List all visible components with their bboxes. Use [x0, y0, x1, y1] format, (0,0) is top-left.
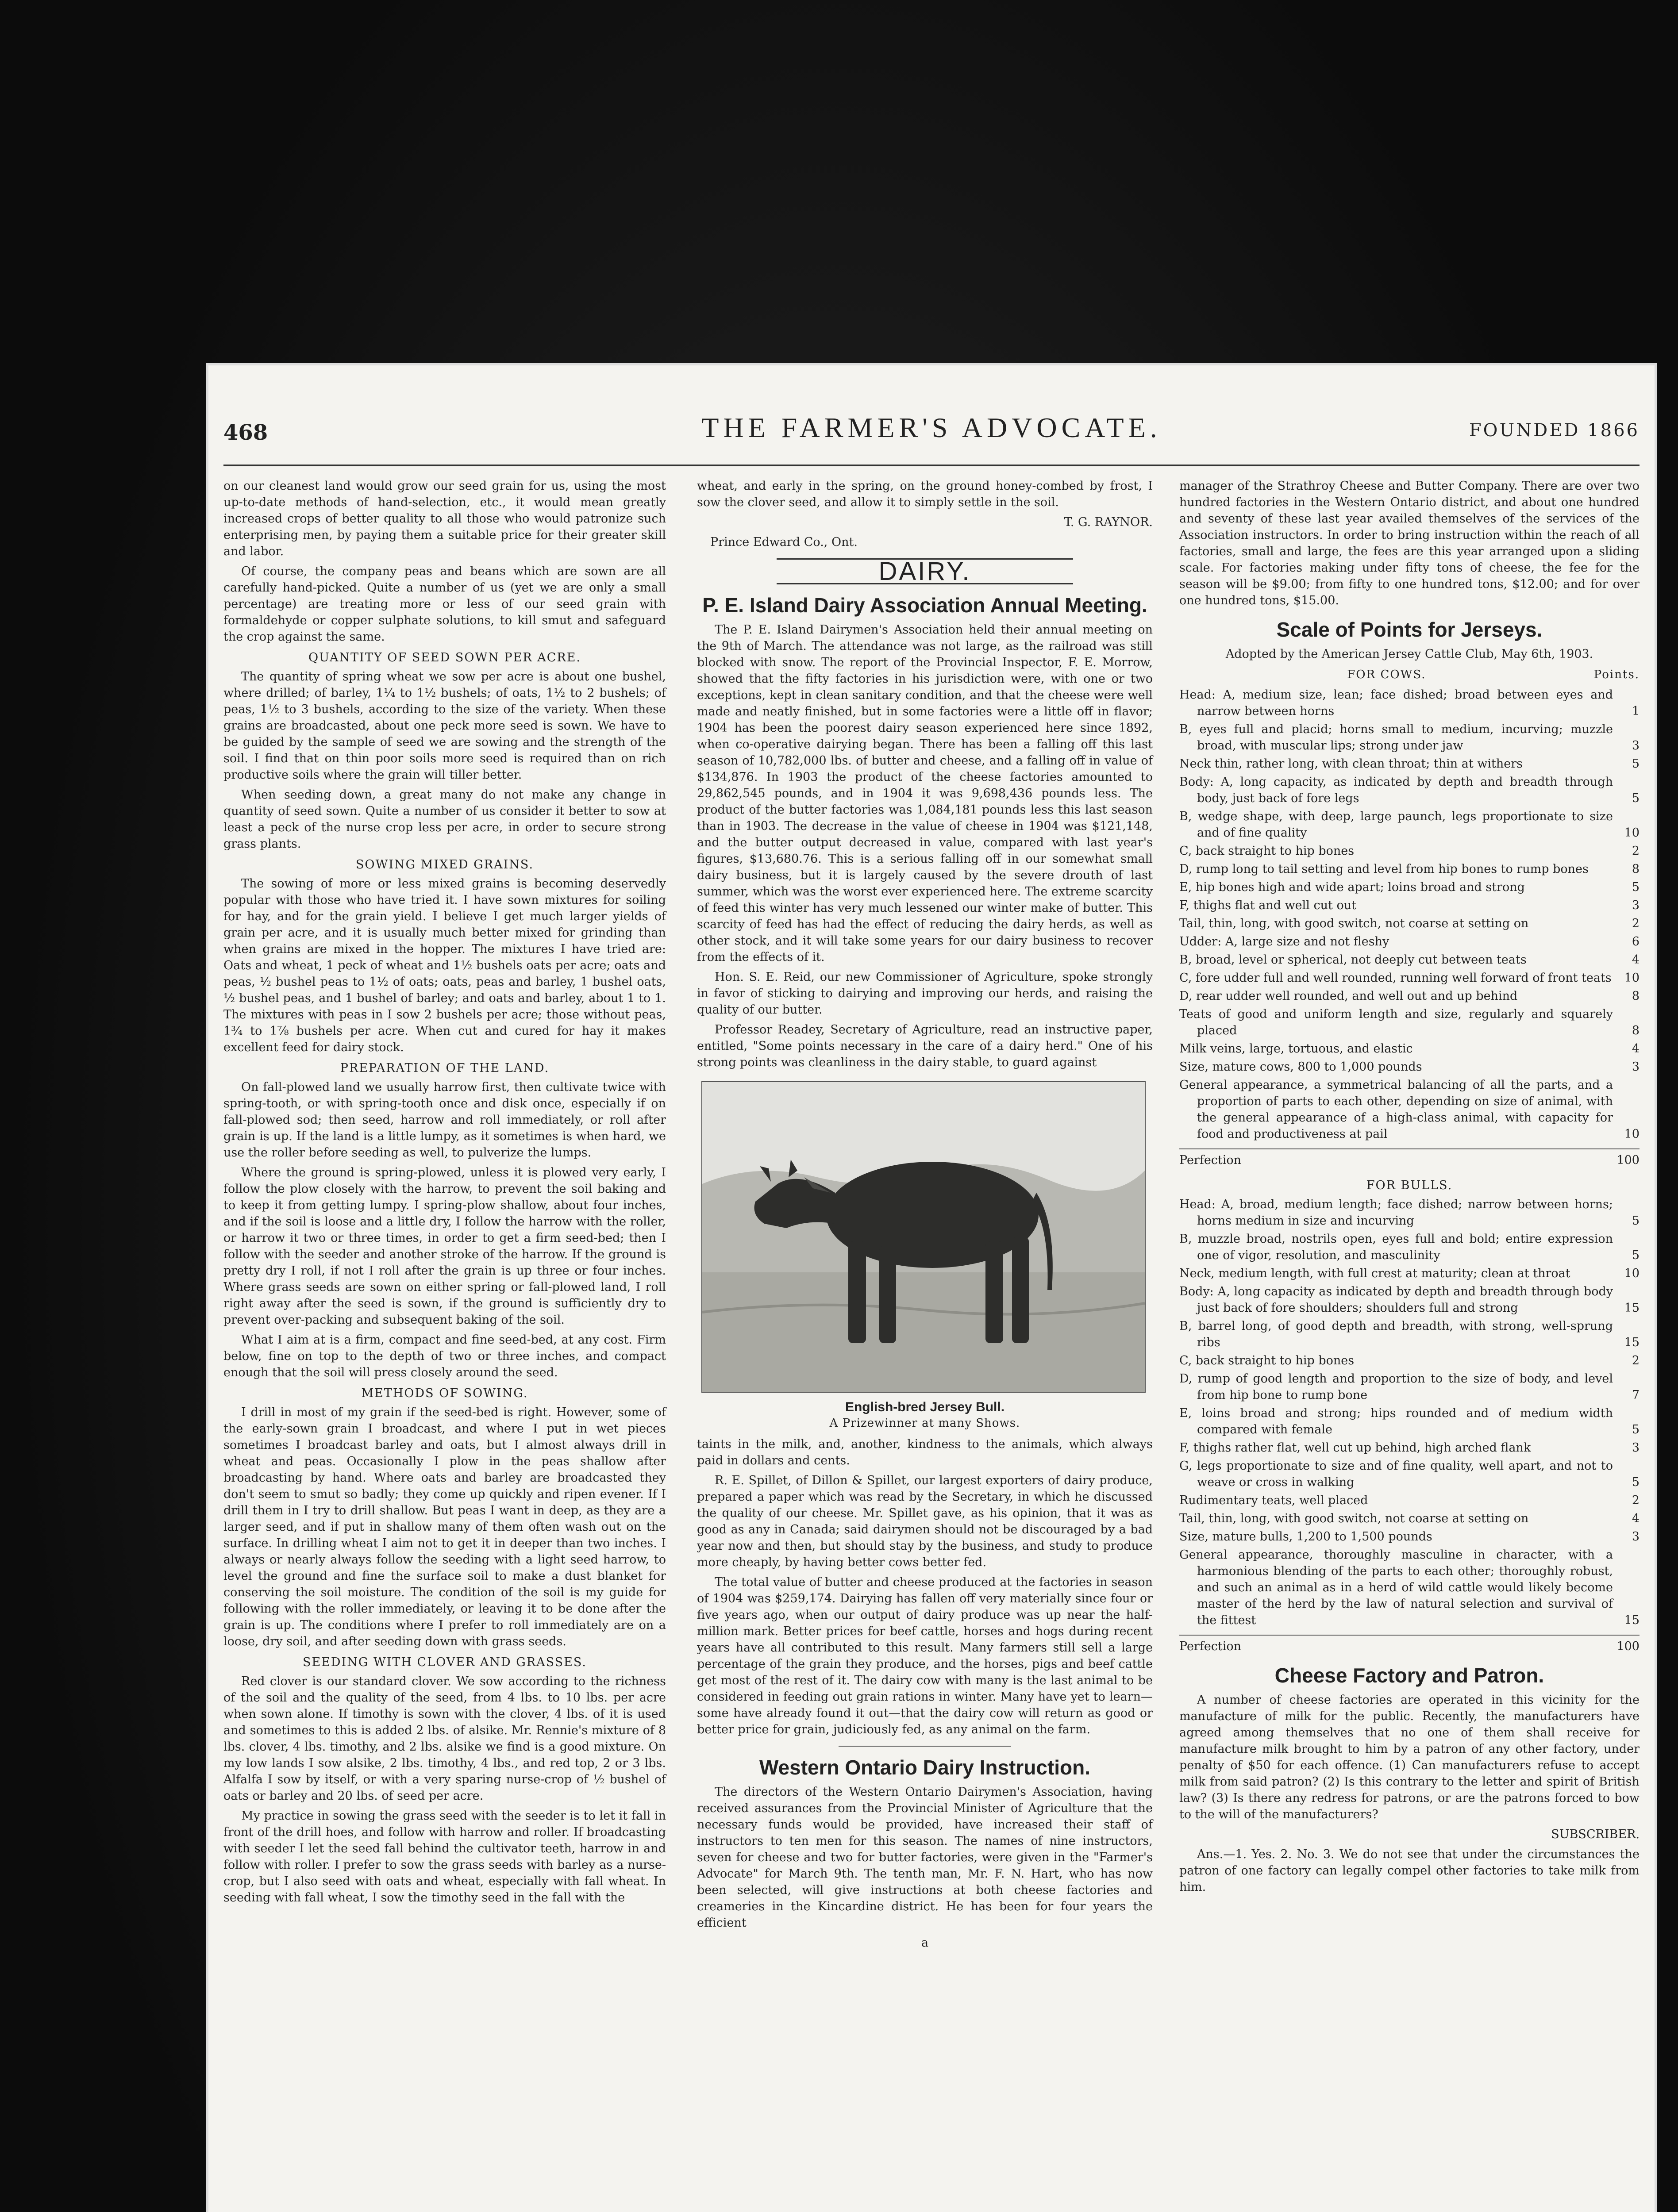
point-row: [1179, 897, 1640, 914]
point-description: Head: A, medium size, lean; face dished; broad between eyes and narrow between horns: [1179, 688, 1613, 718]
subheading-methods: METHODS OF SOWING.: [361, 1386, 528, 1400]
point-description: Body: A, long capacity, as indicated by depth and breadth through body, just back of fore legs: [1179, 775, 1613, 805]
paragraph: taints in the milk, and, another, kindness to the animals, which always paid in dollars and cents.: [697, 1437, 1153, 1467]
point-row: [1179, 1352, 1640, 1369]
point-row: [1179, 687, 1640, 719]
column-3: [1179, 478, 1640, 1899]
total-value: 100: [1616, 1153, 1640, 1167]
point-value: 3: [1632, 1441, 1640, 1455]
paragraph: The quantity of spring wheat we sow per acre is about one bushel, where drilled; of barley, 1¼ to 1½ bushels; of oats, 1½ to 2 bushels; of peas, 1½ to 3 bushels, according to the size of the variety. When these grains are broadcasted, about one peck more seed is sown. We have to be guided by the sample of seed we are sowing and the strength of the soil. I find that on thin poor soils more seed is required than on rich productive soils where the grain will tiller better.: [223, 670, 666, 782]
point-row: [1179, 1196, 1640, 1229]
point-value: 2: [1632, 844, 1640, 858]
point-description: D, rump of good length and proportion to the size of body, and level from hip bone to rump bone: [1179, 1372, 1613, 1402]
point-row: [1179, 879, 1640, 895]
paragraph: I drill in most of my grain if the seed-bed is right. However, some of the early-sown grain I broadcast, and where I put in wet pieces sometimes I broadcast barley and oats, but I almost always drill in wheat and peas. Occasionally I plow in the peas shallow after broadcasting by hand. Where oats and barley are broadcasted they don't seem to smut so badly; they come up quickly and ripen evener. If I drill them in I try to drill shallow. But peas I want in deep, as they are a larger seed, and if put in shallow many of them often wash out on the surface. In drilling wheat I aim not to get it in deeper than two inches. I always or nearly always follow the seeding with a light seed harrow, to level the ground and fine the surface soil to make a dust blanket for conserving the soil moisture. The condition of the soil is my guide for following with the roller immediately, or leaving it to be done after the grain is up. The conditions where I prefer to roll immediately are on a loose, dry soil, and after seeding down with grass seeds.: [223, 1406, 666, 1648]
paragraph: The directors of the Western Ontario Dairymen's Association, having received assurances from the Provincial Minister of Agriculture that the necessary funds would be provided, have increased their staff of instructors to ten men for this season. The names of nine instructors, seven for cheese and two for butter factories, were given in the "Farmer's Advocate" for March 9th. The tenth man, Mr. F. N. Hart, who has now been selected, will give instructions at both cheese factories and creameries in the Kincardine district. He has been for four years the efficient: [697, 1785, 1153, 1930]
point-value: 8: [1632, 1024, 1640, 1037]
total-label: Perfection: [1179, 1640, 1242, 1653]
point-row: [1179, 1059, 1640, 1075]
bulls-points-list: [1179, 1196, 1640, 1628]
point-value: 15: [1624, 1613, 1640, 1627]
point-value: 1: [1632, 704, 1640, 718]
point-row: [1179, 1440, 1640, 1456]
subheading-preparation: PREPARATION OF THE LAND.: [340, 1061, 550, 1075]
point-value: 5: [1632, 1423, 1640, 1436]
subheading-quantity: QUANTITY OF SEED SOWN PER ACRE.: [308, 651, 581, 664]
point-row: [1179, 1371, 1640, 1403]
point-value: 4: [1632, 953, 1640, 967]
point-row: [1179, 1283, 1640, 1316]
point-value: 5: [1632, 1214, 1640, 1228]
subheading-clover: SEEDING WITH CLOVER AND GRASSES.: [302, 1655, 587, 1669]
article-title-cheese-factory: Cheese Factory and Patron.: [1274, 1664, 1544, 1687]
points-label: Points.: [1593, 668, 1640, 681]
point-description: Milk veins, large, tortuous, and elastic: [1179, 1042, 1413, 1056]
total-label: Perfection: [1179, 1153, 1242, 1167]
point-row: [1179, 1231, 1640, 1263]
point-row: [1179, 952, 1640, 968]
bulls-heading: FOR BULLS.: [1366, 1179, 1453, 1192]
point-value: 3: [1632, 1060, 1640, 1074]
paragraph: on our cleanest land would grow our seed grain for us, using the most up-to-date methods of hand-selection, etc., it would mean greatly increased crops of better quality to all those who would patronize such enterprising men, by paying them a suitable price for their greater skill and labor.: [223, 479, 666, 558]
point-row: [1179, 1006, 1640, 1039]
department-heading-dairy: DAIRY.: [777, 558, 1073, 584]
paragraph: The sowing of more or less mixed grains is becoming deservedly popular with those who have tried it. I have sown mixtures for soiling for hay, and for the grain yield. I believe I get much larger yields of grain per acre, and it is usually much better mixed for grinding than when grains are mixed in the hopper. The mixtures I have tried are: Oats and wheat, 1 peck of wheat and 1½ bushels oats per acre; oats and peas, ½ bushel peas to 1½ of oats; oats, peas and barley, 1 bushel oats, ½ bushel peas, and 1 bushel of barley; and oats and barley, about 1 to 1. The mixtures with peas in I sow 2 bushels per acre; those without peas, 1¾ to 1⅞ bushels per acre. When cut and cured for hay it makes excellent feed for dairy stock.: [223, 877, 666, 1054]
point-description: B, broad, level or spherical, not deeply cut between teats: [1179, 953, 1527, 967]
point-value: 15: [1624, 1336, 1640, 1349]
point-row: [1179, 988, 1640, 1004]
point-description: Neck, medium length, with full crest at maturity; clean at throat: [1179, 1267, 1570, 1280]
signature: SUBSCRIBER.: [1551, 1828, 1640, 1841]
paragraph: manager of the Strathroy Cheese and Butter Company. There are over two hundred factories in the Western Ontario district, and about one hundred and seventy of these last year availed themselves of the services of the Association instructors. In order to bring instruction within the reach of all factories, small and large, the fees are this year arranged upon a sliding scale. For factories making under fifty tons of cheese, the fee for the season will be $9.00; from fifty to one hundred tons, $12.00; and for over one hundred tons, $15.00.: [1179, 479, 1640, 607]
point-row: [1179, 970, 1640, 986]
article-title-western-ontario: Western Ontario Dairy Instruction.: [759, 1756, 1091, 1779]
point-description: B, eyes full and placid; horns small to medium, incurving; muzzle broad, with muscular lips; strong under jaw: [1179, 722, 1613, 753]
point-value: 5: [1632, 757, 1640, 771]
point-row: [1179, 1405, 1640, 1438]
paragraph: My practice in sowing the grass seed with the seeder is to let it fall in front of the drill hoes, and follow with harrow and roller. If broadcasting with seeder I let the seed fall behind the cultivator teeth, harrow in and follow with roller. I prefer to sow the grass seeds with barley as a nurse-crop, but I also seed with oats and wheat, especially with fall wheat. In seeding with fall wheat, I sow the timothy seed in the fall with the: [223, 1809, 666, 1905]
paragraph: Where the ground is spring-plowed, unless it is plowed very early, I follow the plow closely with the harrow, to prevent the soil baking and to keep it from getting lumpy. I spring-plow shallow, about four inches, and if the soil is loose and a little dry, I follow the harrow with the roller, or harrow it two or three times, in order to get a firm seed-bed; then I follow with the seeder and another stroke of the harrow. If the ground is pretty dry I roll, if not I roll after the grain is up three or four inches. Where grass seeds are sown on either spring or fall-plowed land, I roll right away after the seed is sown, if the ground is sufficiently dry to prevent over-packing and subsequent baking of the soil.: [223, 1166, 666, 1327]
point-value: 6: [1632, 935, 1640, 949]
signature-mark: a: [921, 1936, 929, 1950]
point-description: G, legs proportionate to size and of fine quality, well apart, and not to weave or cross in walking: [1179, 1459, 1613, 1489]
point-value: 8: [1632, 862, 1640, 876]
figure-caption: English-bred Jersey Bull.: [845, 1400, 1005, 1414]
point-description: B, muzzle broad, nostrils open, eyes full and bold; entire expression one of vigor, resolution, and masculinity: [1179, 1232, 1613, 1262]
paragraph: The P. E. Island Dairymen's Association held their annual meeting on the 9th of March. The attendance was not large, as the railroad was still blocked with snow. The report of the Provincial Inspector, F. E. Morrow, showed that the fifty factories in his jurisdiction were, with one or two exceptions, kept in clean sanitary condition, and that the cheese were well made and neatly finished, but in some factories were a little off in flavor; 1904 has been the poorest dairy season experienced here since 1892, when co-operative dairying began. There has been a falling off this last season of 10,782,000 lbs. of butter and cheese, and a falling off in value of $134,876. In 1903 the product of the cheese factories amounted to 29,862,545 pounds, and in 1904 it was 9,698,436 pounds less. The product of the butter factories was 1,084,181 pounds less this last season than in 1903. The decrease in the value of cheese in 1904 was $121,148, and the butter output decreased in value, compared with last year's figures, $13,680.76. This is a serious falling off in our somewhat small dairy business, but it is largely caused by the severe drouth of last summer, which was the worst ever experienced here. The extreme scarcity of feed this winter has very much lessened our winter make of butter. This scarcity of feed has had the effect of reducing the dairy herds, as well as other stock, and it will take some years for our dairy business to recover from the effects of it.: [697, 623, 1153, 964]
founded-note: FOUNDED 1866: [1469, 420, 1640, 441]
subheading-mixed-grains: SOWING MIXED GRAINS.: [355, 858, 534, 872]
point-row: [1179, 721, 1640, 754]
point-value: 3: [1632, 739, 1640, 753]
point-row: [1179, 1528, 1640, 1545]
point-description: Rudimentary teats, well placed: [1179, 1494, 1368, 1507]
point-row: [1179, 774, 1640, 806]
point-value: 5: [1632, 791, 1640, 805]
point-value: 15: [1624, 1301, 1640, 1315]
point-description: Head: A, broad, medium length; face dished; narrow between horns; horns medium in size and incurving: [1179, 1198, 1613, 1228]
point-value: 4: [1632, 1512, 1640, 1525]
cows-total-row: [1179, 1148, 1640, 1168]
point-description: E, hip bones high and wide apart; loins broad and strong: [1179, 880, 1525, 894]
point-row: [1179, 1492, 1640, 1509]
point-row: [1179, 843, 1640, 859]
point-description: C, back straight to hip bones: [1179, 1354, 1355, 1367]
cows-section-header: [1179, 667, 1640, 683]
section-rule: [839, 1746, 1011, 1747]
point-row: [1179, 808, 1640, 841]
point-value: 2: [1632, 1494, 1640, 1507]
point-description: B, wedge shape, with deep, large paunch, legs proportionate to size and of fine quality: [1179, 810, 1613, 840]
cows-points-list: [1179, 687, 1640, 1142]
point-description: C, back straight to hip bones: [1179, 844, 1355, 858]
signature-location: Prince Edward Co., Ont.: [710, 535, 858, 549]
point-row: [1179, 756, 1640, 772]
point-value: 10: [1624, 1267, 1640, 1280]
paragraph: Professor Readey, Secretary of Agriculture, read an instructive paper, entitled, "Some points necessary in the care of a dairy herd." One of his strong points was cleanliness in the dairy stable, to guard against: [697, 1023, 1153, 1069]
point-value: 10: [1624, 971, 1640, 985]
adoption-note: Adopted by the American Jersey Cattle Club, May 6th, 1903.: [1225, 647, 1593, 661]
bulls-total-row: [1179, 1635, 1640, 1655]
point-row: [1179, 1041, 1640, 1057]
point-description: General appearance, thoroughly masculine in character, with a harmonious blending of the parts to each other; thoroughly robust, and such an animal as in a herd of wild cattle would likely become master of the herd by the law of natural selection and survival of the fittest: [1179, 1548, 1613, 1627]
jersey-bull-photo: [701, 1081, 1146, 1393]
point-description: Tail, thin, long, with good switch, not coarse at setting on: [1179, 917, 1529, 930]
point-value: 2: [1632, 1354, 1640, 1367]
point-row: [1179, 861, 1640, 877]
point-description: Size, mature cows, 800 to 1,000 pounds: [1179, 1060, 1422, 1074]
point-value: 7: [1632, 1388, 1640, 1402]
paragraph: On fall-plowed land we usually harrow first, then cultivate twice with spring-tooth, or with spring-tooth once and disk once, especially if on fall-plowed sod; then seed, harrow and roll immediately, or roll after grain is up. If the land is a little lumpy, as it sometimes is when hard, we use the roller before seeding as well, to pulverize the lumps.: [223, 1080, 666, 1160]
total-value: 100: [1616, 1640, 1640, 1653]
point-description: Body: A, long capacity as indicated by depth and breadth through body just back of fore shoulders; shoulders full and strong: [1179, 1285, 1613, 1315]
paragraph: R. E. Spillet, of Dillon & Spillet, our largest exporters of dairy produce, prepared a paper which was read by the Secretary, in which he discussed the quality of our cheese. Mr. Spillet gave, as his opinion, that it was as good as any in Canada; said dairymen should not be discouraged by a bad year now and then, but should stay by the business, and study to produce more cheaply, by having better cows better fed.: [697, 1474, 1153, 1569]
point-description: C, fore udder full and well rounded, running well forward of front teats: [1179, 971, 1612, 985]
cows-heading: FOR COWS.: [1347, 668, 1426, 681]
newspaper-page: [206, 363, 1657, 2212]
point-row: [1179, 1547, 1640, 1628]
point-value: 5: [1632, 1248, 1640, 1262]
article-title-pei: P. E. Island Dairy Association Annual Meeting.: [702, 594, 1147, 617]
paragraph: The total value of butter and cheese produced at the factories in season of 1904 was $259,174. Dairying has fallen off very materially since four or five years ago, when our output of dairy produce was up near the half-million mark. Better prices for beef cattle, horses and hogs during recent years have all contributed to this result. Many farmers still sell a large percentage of the grain they produce, and the horses, pigs and beef cattle get most of the rest of it. The dairy cow with many is the last animal to be considered in feeding out grain rations in winter. Many have yet to learn—some have already found it out—that the dairy cow will return as good or better price for grain, judiciously fed, as any animal on the farm.: [697, 1575, 1153, 1736]
point-description: D, rump long to tail setting and level from hip bones to rump bones: [1179, 862, 1589, 876]
point-row: [1179, 1510, 1640, 1527]
point-description: Udder: A, large size and not fleshy: [1179, 935, 1389, 949]
point-row: [1179, 915, 1640, 932]
page-header: [223, 411, 1640, 466]
article-title-scale-of-points: Scale of Points for Jerseys.: [1276, 618, 1543, 641]
point-value: 10: [1624, 1127, 1640, 1141]
point-description: General appearance, a symmetrical balancing of all the parts, and a proportion of parts to each other, depending on size of animal, with the general appearance of a high-class animal, with capacity for food and productiveness at pail: [1179, 1078, 1613, 1141]
point-description: Neck thin, rather long, with clean throat; thin at withers: [1179, 757, 1523, 771]
point-description: F, thighs rather flat, well cut up behind, high arched flank: [1179, 1441, 1531, 1455]
point-row: [1179, 1318, 1640, 1351]
paragraph: A number of cheese factories are operated in this vicinity for the manufacture of milk for the public. Recently, the manufacturers have agreed among themselves that no one of them shall receive for manufacture milk brought to him by a patron of any other factory, under penalty of $50 for each offence. (1) Can manufacturers refuse to accept milk from said patron? (2) Is this contrary to the letter and spirit of British law? (3) Is there any redress for patrons, or are the patrons forced to bow to the will of the manufacturers?: [1179, 1693, 1640, 1821]
point-description: D, rear udder well rounded, and well out and up behind: [1179, 989, 1518, 1003]
point-row: [1179, 1265, 1640, 1282]
paragraph: Ans.—1. Yes. 2. No. 3. We do not see that under the circumstances the patron of one factory can legally compel other factories to take milk from him.: [1179, 1847, 1640, 1894]
jersey-bull-figure: [701, 1081, 1148, 1432]
point-description: F, thighs flat and well cut out: [1179, 899, 1356, 912]
point-value: 3: [1632, 899, 1640, 912]
point-value: 10: [1624, 826, 1640, 840]
point-row: [1179, 1077, 1640, 1142]
point-row: [1179, 1458, 1640, 1490]
point-value: 5: [1632, 1475, 1640, 1489]
point-row: [1179, 933, 1640, 950]
point-value: 8: [1632, 989, 1640, 1003]
paragraph: Red clover is our standard clover. We sow according to the richness of the soil and the quality of the seed, from 4 lbs. to 10 lbs. per acre when sown alone. If timothy is sown with the clover, 4 lbs. of it is used and sometimes to this is added 2 lbs. of alsike. Mr. Rennie's mixture of 8 lbs. clover, 4 lbs. timothy, and 2 lbs. alsike we find is a good mixture. On my low lands I sow alsike, 2 lbs. timothy, 4 lbs., and red top, 2 or 3 lbs. Alfalfa I sow by itself, or with a very sparing nurse-crop of ½ bushel of oats or barley and 20 lbs. of seed per acre.: [223, 1674, 666, 1803]
column-1: [223, 478, 666, 1909]
point-description: E, loins broad and strong; hips rounded and of medium width compared with female: [1179, 1406, 1613, 1436]
point-description: Teats of good and uniform length and size, regularly and squarely placed: [1179, 1007, 1613, 1037]
paragraph: What I aim at is a firm, compact and fine seed-bed, at any cost. Firm below, fine on top to the depth of two or three inches, and compact enough that the soil will press closely around the seed.: [223, 1333, 666, 1379]
point-value: 3: [1632, 1530, 1640, 1544]
column-2: [697, 478, 1153, 1951]
point-description: B, barrel long, of good depth and breadth, with strong, well-sprung ribs: [1179, 1319, 1613, 1349]
page-number: 468: [223, 420, 268, 445]
signature: T. G. RAYNOR.: [1064, 515, 1153, 529]
point-description: Size, mature bulls, 1,200 to 1,500 pounds: [1179, 1530, 1432, 1544]
masthead: THE FARMER'S ADVOCATE.: [701, 412, 1162, 443]
point-value: 5: [1632, 880, 1640, 894]
paragraph: Hon. S. E. Reid, our new Commissioner of Agriculture, spoke strongly in favor of sticking to dairying and improving our herds, and raising the quality of our butter.: [697, 970, 1153, 1017]
point-value: 2: [1632, 917, 1640, 930]
figure-credit: A Prizewinner at many Shows.: [829, 1417, 1020, 1430]
paragraph: When seeding down, a great many do not make any change in quantity of seed sown. Quite a number of us consider it better to sow at least a peck of the nurse crop less per acre, in order to secure strong grass plants.: [223, 788, 666, 851]
point-value: 4: [1632, 1042, 1640, 1056]
paragraph: Of course, the company peas and beans which are sown are all carefully hand-picked. Quite a number of us (yet we are only a small percentage) are treating more or less of our seed grain with formaldehyde or copper sulphate solutions, to kill smut and safeguard the crop against the same.: [223, 565, 666, 644]
point-description: Tail, thin, long, with good switch, not coarse at setting on: [1179, 1512, 1529, 1525]
paragraph: wheat, and early in the spring, on the ground honey-combed by frost, I sow the clover seed, and allow it to simply settle in the soil.: [697, 479, 1153, 509]
